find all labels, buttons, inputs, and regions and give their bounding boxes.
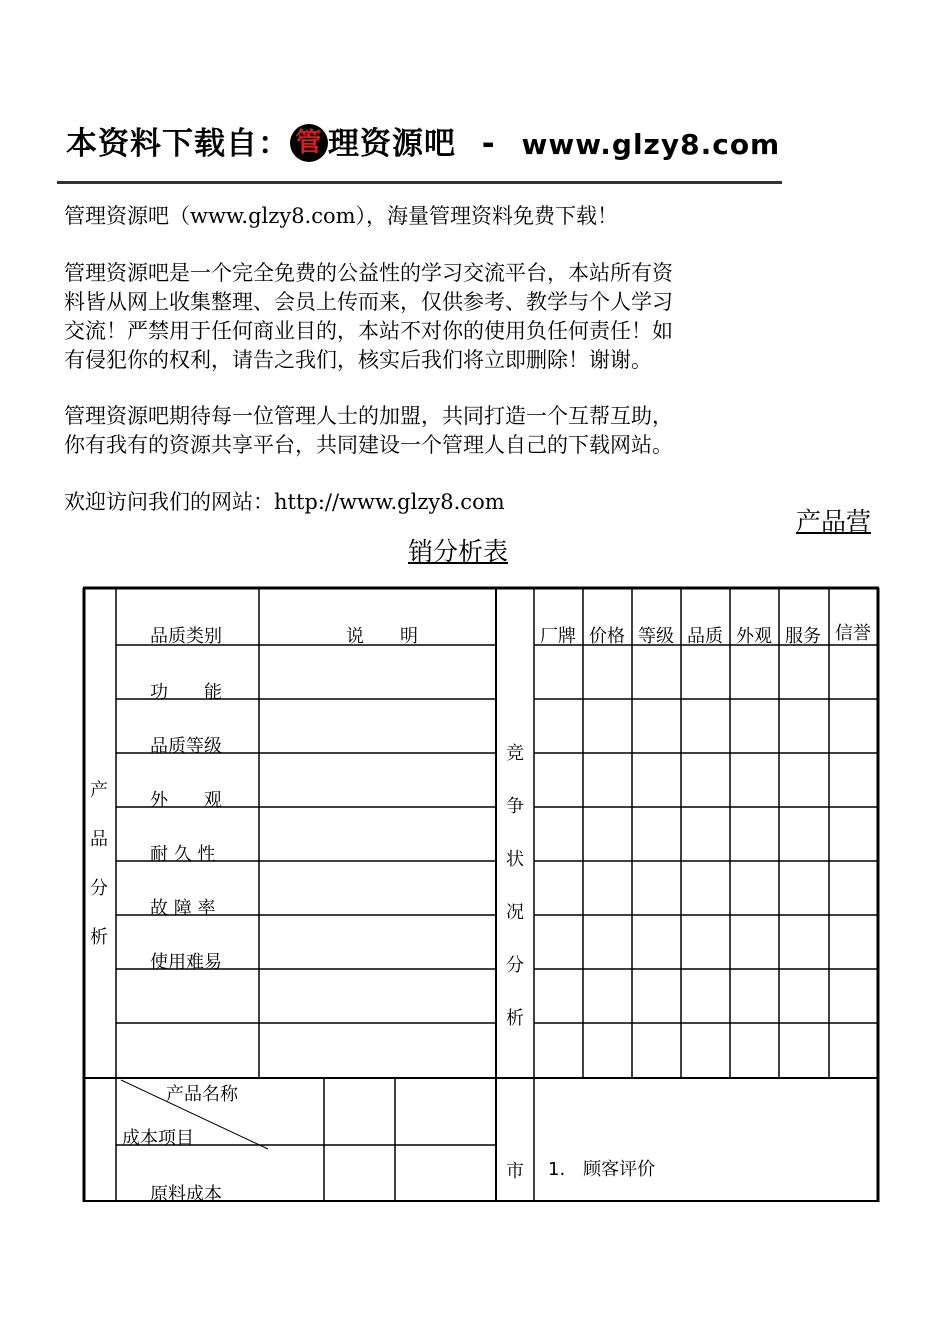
competition-header: 厂牌 (540, 626, 576, 647)
competition-header: 等级 (638, 626, 674, 647)
competition-header: 品质 (687, 626, 723, 647)
logo-char: 管 (295, 127, 323, 158)
header-brand: 理资源吧 (328, 126, 456, 162)
product-analysis-char: 分 (90, 878, 108, 899)
quality-row-label: 使用难易 (150, 952, 222, 973)
header-dash: - (481, 126, 496, 162)
cost-row-label: 原料成本 (150, 1184, 222, 1205)
header-prefix: 本资料下载自： (66, 126, 290, 162)
competition-char: 况 (506, 902, 524, 923)
quality-row-label: 故 障 率 (150, 898, 216, 919)
quality-row-label: 耐 久 性 (150, 844, 216, 865)
intro-line1: 管理资源吧（www.glzy8.com），海量管理资料免费下载！ (64, 204, 619, 228)
product-analysis-char: 品 (90, 829, 108, 850)
col-quality-category: 品质类别 (150, 626, 222, 647)
competition-header: 外观 (736, 626, 772, 647)
intro-p3-line: 管理资源吧期待每一位管理人士的加盟，共同打造一个互帮互助， (64, 404, 673, 428)
competition-char: 析 (506, 1008, 524, 1029)
competition-header: 信誉 (835, 623, 871, 644)
competition-char: 竞 (506, 743, 524, 764)
competition-header: 服务 (785, 626, 821, 647)
cost-diagonal-bottom: 成本项目 (122, 1128, 194, 1149)
page-title-part1: 产品营 (796, 508, 872, 536)
intro-p2-line: 有侵犯你的权利，请告之我们，核实后我们将立即删除！谢谢。 (64, 348, 652, 372)
market-item: 1. 顾客评价 (548, 1159, 656, 1180)
market-label: 市 (506, 1161, 524, 1182)
intro-p2-line: 管理资源吧是一个完全免费的公益性的学习交流平台，本站所有资 (64, 261, 673, 285)
intro-p2-line: 交流！严禁用于任何商业目的，本站不对你的使用负任何责任！如 (64, 319, 673, 343)
product-analysis-char: 析 (90, 927, 108, 948)
quality-row-label: 外 观 (150, 790, 222, 811)
product-analysis-label (89, 766, 109, 962)
product-analysis-char: 产 (90, 780, 108, 801)
header-url[interactable]: www.glzy8.com (521, 128, 781, 161)
competition-header: 价格 (589, 626, 625, 647)
page-title-part2: 销分析表 (408, 538, 509, 566)
quality-row-label: 品质等级 (150, 736, 222, 757)
intro-p3-line: 你有我有的资源共享平台，共同建设一个管理人自己的下载网站。 (64, 433, 673, 457)
col-description: 说 明 (346, 626, 418, 647)
cost-diagonal-top: 产品名称 (166, 1084, 238, 1105)
quality-row-label: 功 能 (150, 682, 222, 703)
competition-char: 状 (506, 849, 524, 870)
competition-char: 争 (506, 796, 524, 817)
intro-p2-line: 料皆从网上收集整理、会员上传而来，仅供参考、教学与个人学习 (64, 290, 673, 314)
competition-char: 分 (506, 955, 524, 976)
competition-analysis-label (505, 727, 525, 1045)
welcome-line[interactable]: 欢迎访问我们的网站：http://www.glzy8.com (64, 490, 505, 514)
